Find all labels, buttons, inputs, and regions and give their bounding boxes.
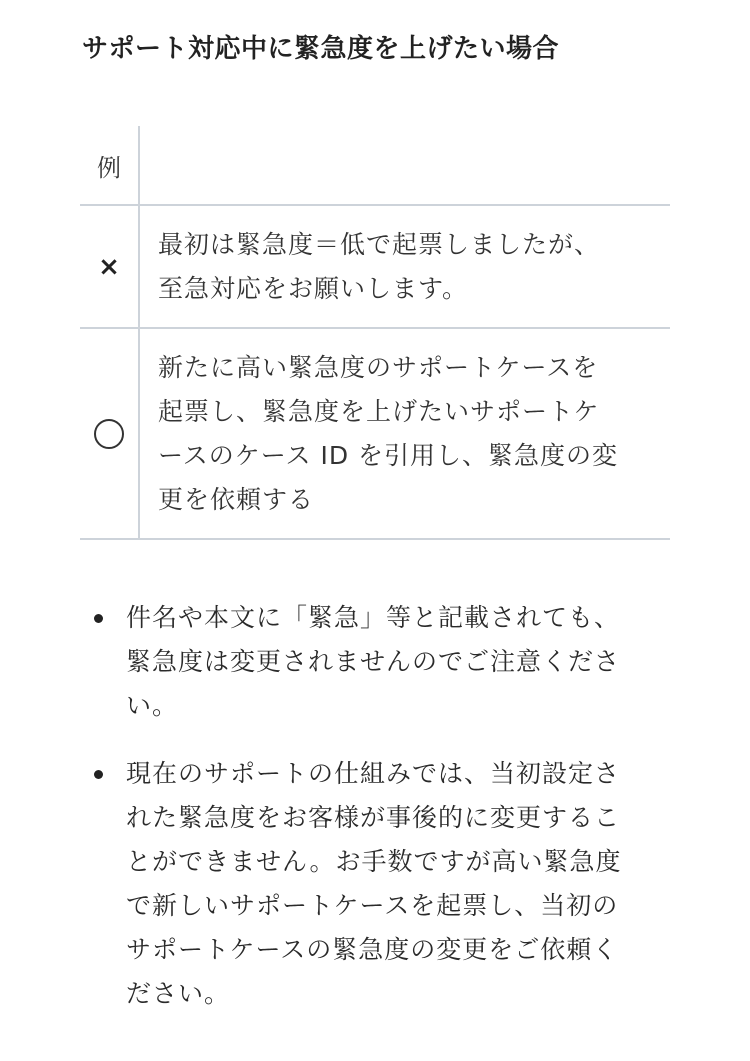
example-text-line: 至急対応をお願いします。 [158,273,469,303]
example-text-cell [140,206,670,327]
example-table [80,126,670,540]
example-text-line: 新たに高い緊急度のサポートケースを [158,352,599,382]
example-text-line: 更を依頼する [158,484,315,514]
list-item [90,752,670,1016]
example-text-cell [140,329,670,538]
example-text [158,346,618,522]
example-text-line: 最初は緊急度＝低で起票しましたが、 [158,229,601,259]
notes-list [90,596,670,1040]
table-row [80,329,670,540]
bullet-icon [94,614,103,623]
table-header-row [80,126,670,206]
list-item-line: 件名や本文に「緊急」等と記載されても、 [126,603,621,632]
list-item-line: とができません。お手数ですが高い緊急度 [126,847,622,876]
example-text-line: 起票し、緊急度を上げたいサポートケ [158,396,600,426]
example-text [158,223,600,311]
page-title: サポート対応中に緊急度を上げたい場合 [82,34,560,64]
bullet-icon [94,770,103,779]
circle-mark-icon [94,419,124,449]
list-item-line: サポートケースの緊急度の変更をご依頼く [126,935,619,964]
mark-cell [80,329,140,538]
list-item [90,596,670,728]
table-header-empty-cell [140,126,670,204]
list-item-line: ださい。 [126,979,231,1008]
list-item-line: れた緊急度をお客様が事後的に変更するこ [126,803,621,832]
list-item-line: 現在のサポートの仕組みでは、当初設定さ [126,759,621,788]
mark-cell [80,206,140,327]
table-row [80,206,670,329]
table-header-label: 例 [80,126,140,204]
list-item-line: 緊急度は変更されませんのでご注意くださ [126,647,621,676]
cross-mark-icon: × [98,251,120,282]
example-text-line: ースのケース ID を引用し、緊急度の変 [158,440,619,470]
list-item-line: い。 [126,691,179,720]
list-item-line: で新しいサポートケースを起票し、当初の [126,891,619,920]
